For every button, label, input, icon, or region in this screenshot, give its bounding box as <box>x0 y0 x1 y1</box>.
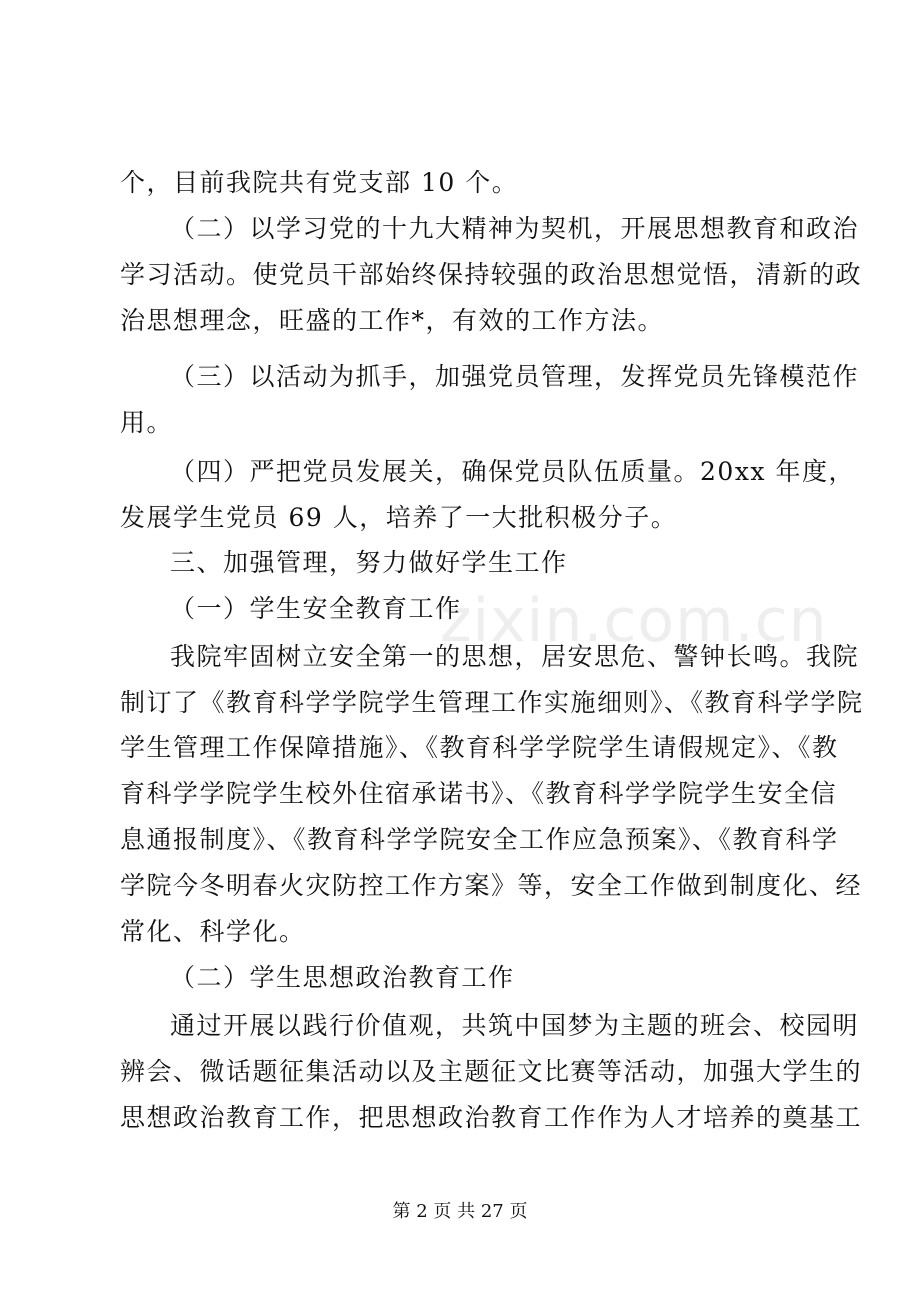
text-line: 常化、科学化。 <box>120 917 306 946</box>
subsection-heading: （一）学生安全教育工作 <box>170 594 462 623</box>
text-line: 我院牢固树立安全第一的思想，居安思危、警钟长鸣。我院 <box>170 642 860 671</box>
page-footer: 第 2 页 共 27 页 <box>392 1201 528 1222</box>
text-line: 用。 <box>120 408 174 437</box>
subsection-heading: （二）学生思想政治教育工作 <box>170 963 515 992</box>
text-line: 学院今冬明春火灾防控工作方案》等，安全工作做到制度化、经 <box>120 871 863 900</box>
text-line: （四）严把党员发展关，确保党员队伍质量。20xx 年度， <box>170 457 855 486</box>
text-line: 思想政治教育工作，把思想政治教育工作作为人才培养的奠基工 <box>120 1103 863 1132</box>
watermark: zixin.com.cn <box>440 586 828 656</box>
text-line: 息通报制度》、《教育科学学院安全工作应急预案》、《教育科学 <box>120 825 839 854</box>
text-line: 个，目前我院共有党支部 10 个。 <box>120 168 519 197</box>
text-line: 学生管理工作保障措施》、《教育科学学院学生请假规定》、《教 <box>120 733 839 762</box>
text-line: （二）以学习党的十九大精神为契机，开展思想教育和政治 <box>170 214 860 243</box>
text-line: 育科学学院学生校外住宿承诺书》、《教育科学学院学生安全信 <box>120 779 838 808</box>
text-line: 学习活动。使党员干部始终保持较强的政治思想觉悟，清新的政 <box>120 260 863 289</box>
text-line: （三）以活动为抓手，加强党员管理，发挥党员先锋模范作 <box>170 362 860 391</box>
text-line: 制订了《教育科学学院学生管理工作实施细则》、《教育科学学院 <box>120 688 864 717</box>
text-line: 治思想理念，旺盛的工作*，有效的工作方法。 <box>120 306 665 335</box>
text-line: 发展学生党员 69 人，培养了一大批积极分子。 <box>120 503 678 532</box>
section-heading: 三、加强管理，努力做好学生工作 <box>170 548 568 577</box>
text-line: 辨会、微话题征集活动以及主题征文比赛等活动，加强大学生的 <box>120 1057 863 1086</box>
text-line: 通过开展以践行价值观，共筑中国梦为主题的班会、校园明 <box>170 1011 860 1040</box>
